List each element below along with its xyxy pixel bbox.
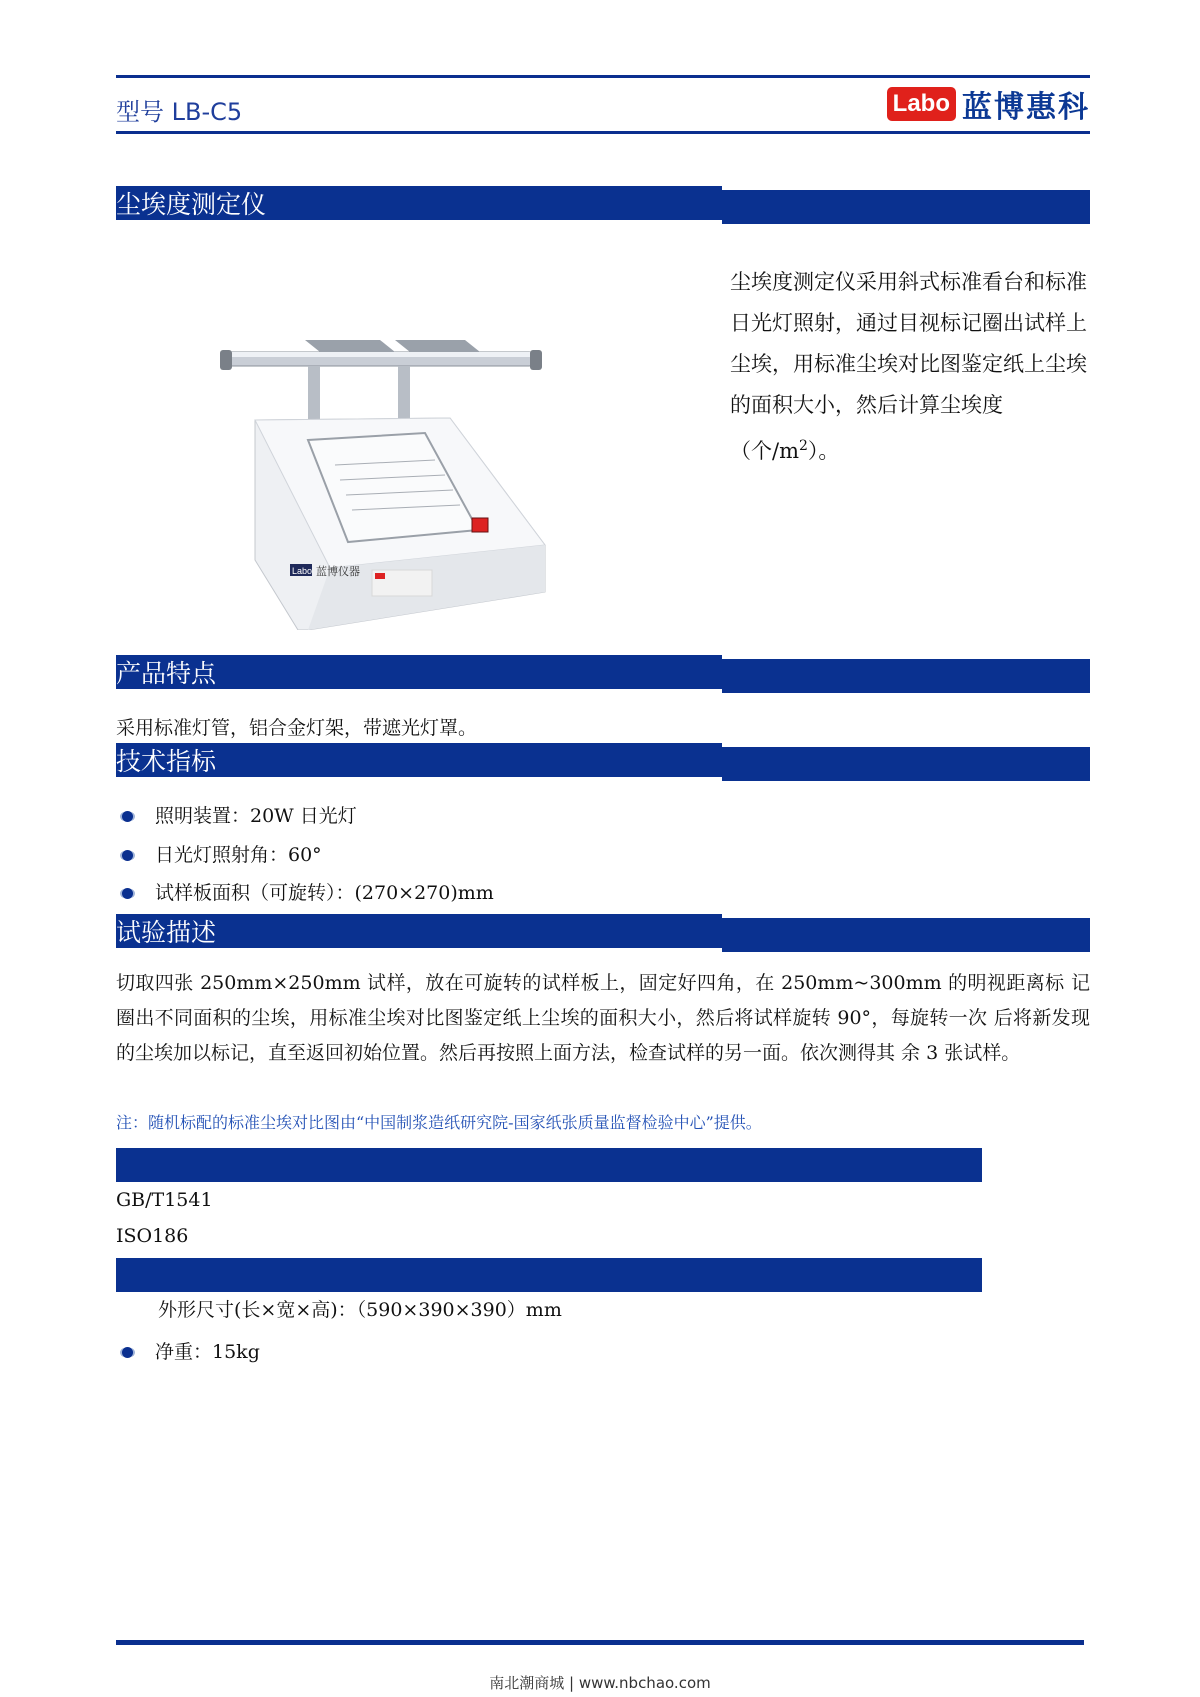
spec-item: 日光灯照射角：60° — [116, 841, 322, 869]
section-features: 产品特点 — [116, 655, 218, 693]
bullet-icon — [122, 811, 133, 822]
dimension-weight: 净重：15kg — [116, 1338, 260, 1366]
spec-item: 试样板面积（可旋转）：(270×270)mm — [116, 879, 494, 907]
dimensions-bar — [116, 1258, 982, 1292]
footer-rule — [116, 1640, 1084, 1645]
header-top-rule — [116, 75, 1090, 78]
section-specs-bar — [116, 743, 1090, 781]
dimension-size: 外形尺寸(长×宽×高)：（590×390×390）mm — [158, 1299, 562, 1321]
standard-item: GB/T1541 — [116, 1189, 213, 1211]
bullet-icon — [122, 1347, 133, 1358]
standard-item: ISO186 — [116, 1225, 189, 1247]
bar-right — [722, 918, 1090, 952]
logo-labo: Labo — [887, 87, 956, 121]
section-test-bar — [116, 914, 1090, 952]
section-test: 试验描述 — [116, 914, 218, 952]
intro-sup: 2 — [799, 438, 808, 454]
bar-right — [722, 747, 1090, 781]
spec-item: 照明装置：20W 日光灯 — [116, 802, 357, 830]
device-brand-cn: 蓝博仪器 — [316, 565, 360, 578]
logo-chinese: 蓝博惠科 — [962, 90, 1090, 125]
header-bottom-rule — [116, 131, 1090, 134]
model-number: 型号 LB-C5 — [116, 98, 243, 126]
bar-right — [722, 190, 1090, 224]
note-text: 注：随机标配的标准尘埃对比图由“中国制浆造纸研究院-国家纸张质量监督检验中心”提供。 — [116, 1113, 762, 1132]
intro-paragraph — [730, 262, 1090, 472]
intro-tail: ）。 — [807, 439, 840, 463]
bullet-icon — [122, 888, 133, 899]
section-title-bar — [116, 186, 1090, 224]
standards-bar — [116, 1148, 982, 1182]
features-text: 采用标准灯管，铝合金灯架，带遮光灯罩。 — [116, 717, 478, 739]
device-photo — [220, 330, 550, 630]
section-specs: 技术指标 — [116, 743, 218, 781]
test-description: 切取四张 250mm×250mm 试样，放在可旋转的试样板上，固定好四角，在 250mm~300mm 的明视距离标 记圈出不同面积的尘埃，用标准尘埃对比图鉴定纸上尘埃的面积大小，然后将试样旋转 90°，每旋转一次 后将新发现的尘埃加以标记，直至返回初始位置。然后再按照上面方法，检查试样的另一面。依次测得其 余 3 张试样。 — [116, 972, 1090, 1064]
section-features-bar — [116, 655, 1090, 693]
intro-text: 尘埃度测定仪采用斜式标准看台和标准日光灯照射，通过目视标记圈出试样上尘埃，用标准尘埃对比图鉴定纸上尘埃的面积大小，然后计算尘埃度（个/m — [730, 270, 1087, 463]
device-brand: Labo — [292, 566, 313, 576]
brand-logo — [887, 82, 1090, 126]
bullet-icon — [122, 850, 133, 861]
footer-text: 南北潮商城 | www.nbchao.com — [489, 1674, 711, 1692]
bar-right — [722, 659, 1090, 693]
section-title: 尘埃度测定仪 — [116, 186, 268, 224]
